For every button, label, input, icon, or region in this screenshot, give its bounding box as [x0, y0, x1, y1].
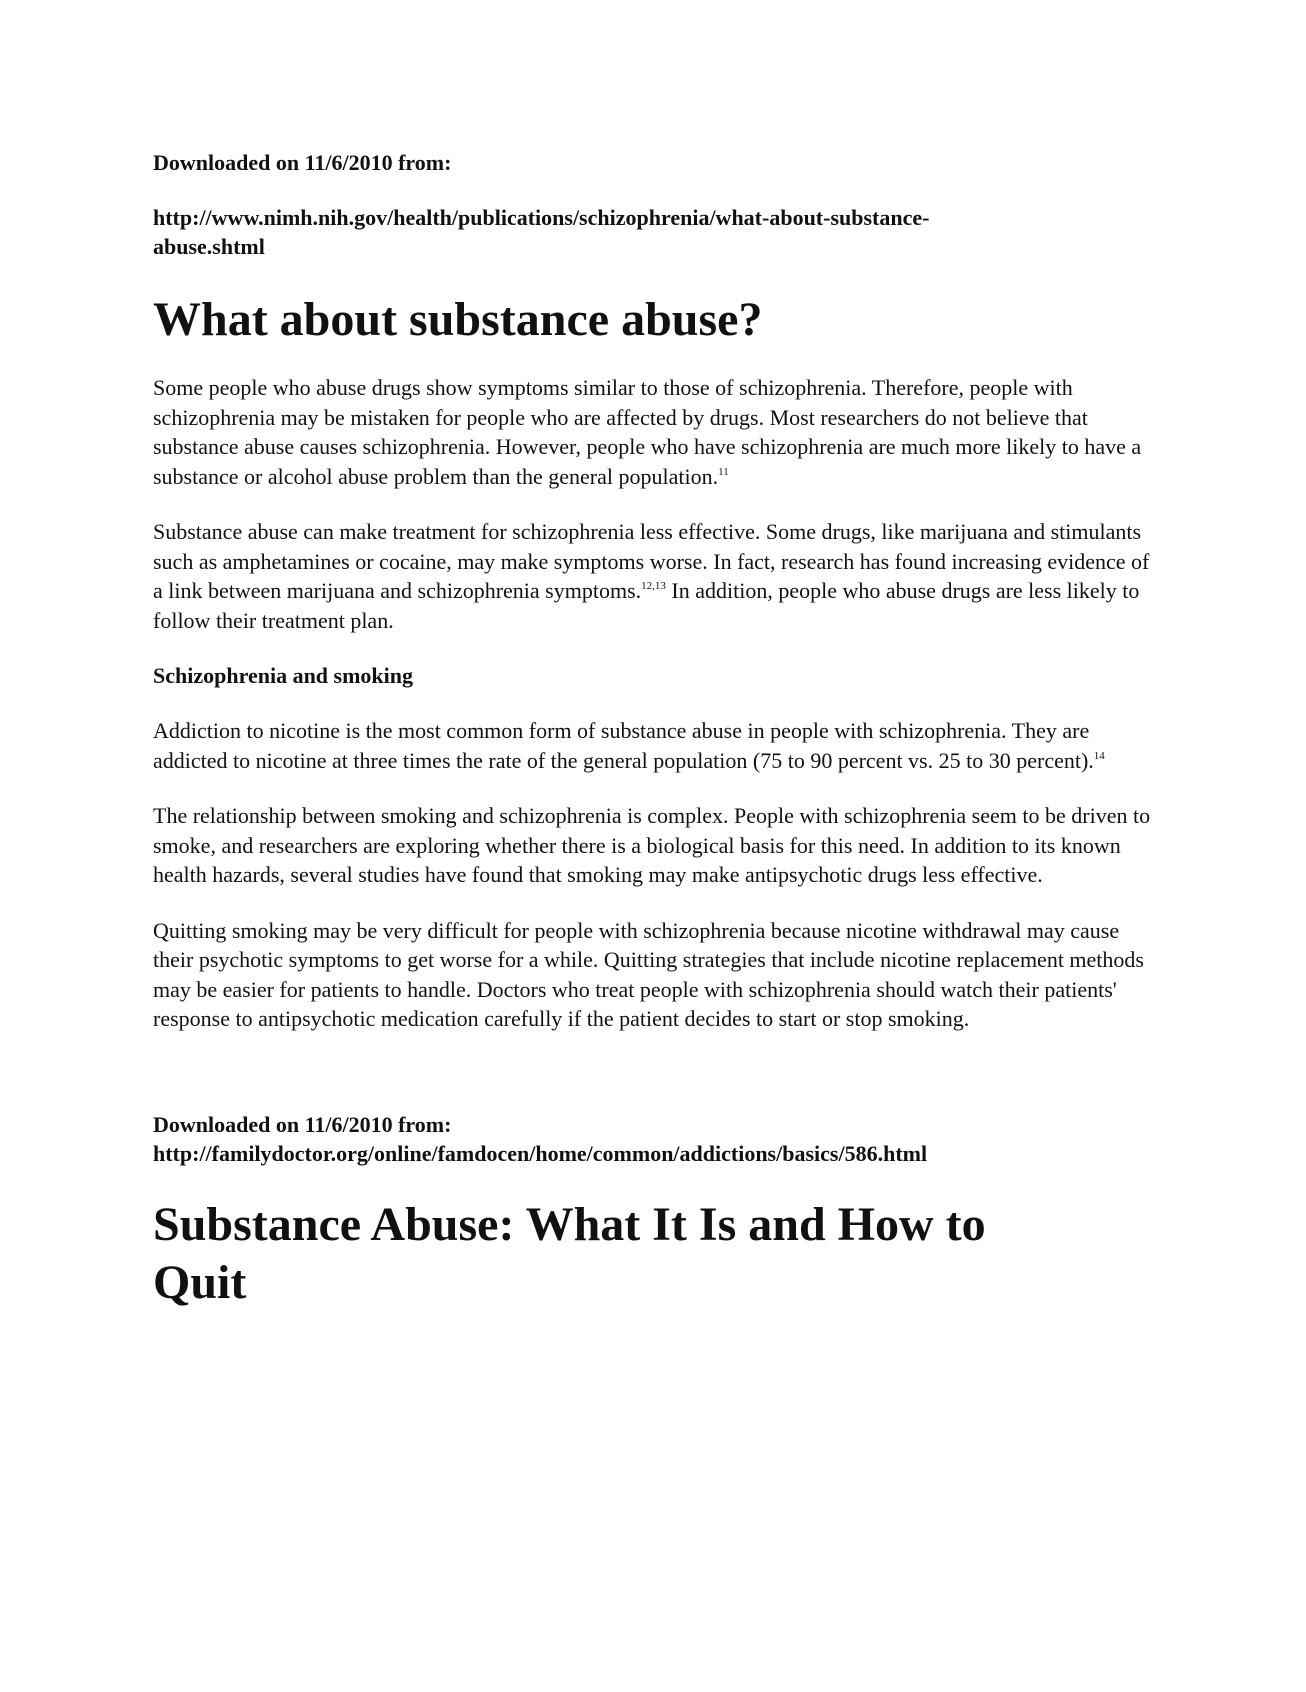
- source-url-1-line2: abuse.shtml: [153, 234, 265, 259]
- paragraph-2-text: Substance abuse can make treatment for schizophrenia less effective. Some drugs, like marijuana and stimulants such as amphetamines or cocaine, may make symptoms worse. In fact, research has found increasing evidence of a link between marijuana and schizophrenia symptoms.: [153, 519, 1150, 603]
- paragraph-2: [153, 517, 1153, 635]
- document-page: [153, 148, 1153, 1312]
- paragraph-1: [153, 373, 1153, 491]
- paragraph-5: Quitting smoking may be very difficult for people with schizophrenia because nicotine withdrawal may cause their psychotic symptoms to get worse for a while. Quitting strategies that include nicotine replacement methods may be easier for patients to handle. Doctors who treat people with schizophrenia should watch their patients' response to antipsychotic medication carefully if the patient decides to start or stop smoking.: [153, 917, 1144, 1031]
- footnote-ref-12-13: 12,13: [641, 580, 666, 592]
- source-url-2: http://familydoctor.org/online/famdocen/home/common/addictions/basics/586.html: [153, 1140, 928, 1166]
- source-url-1-line1: http://www.nimh.nih.gov/health/publications/schizophrenia/what-about-substance-: [153, 205, 930, 230]
- paragraph-2-tail: In addition, people who abuse drugs are less likely to follow their treatment plan.: [153, 578, 1140, 633]
- subheading-smoking: Schizophrenia and smoking: [153, 663, 414, 688]
- source-downloaded-1: Downloaded on 11/6/2010 from:: [153, 150, 452, 175]
- paragraph-4: The relationship between smoking and schizophrenia is complex. People with schizophrenia seem to be driven to smoke, and researchers are exploring whether there is a biological basis for this need. In addition to its known health hazards, several studies have found that smoking may make antipsychotic drugs less effective.: [153, 803, 1151, 887]
- article-title-1: What about substance abuse?: [153, 293, 763, 346]
- source-downloaded-2: Downloaded on 11/6/2010 from:: [153, 1111, 452, 1137]
- paragraph-3-text: Addiction to nicotine is the most common form of substance abuse in people with schizophrenia. They are addicted to nicotine at three times the rate of the general population (75 to 90 percent vs. 25 to 30 percent).: [153, 718, 1094, 773]
- article-title-2: Substance Abuse: What It Is and How to Quit: [153, 1197, 986, 1309]
- footnote-ref-14: 14: [1093, 749, 1105, 762]
- source-url-1: [153, 203, 1153, 261]
- footnote-ref-11: 11: [718, 465, 729, 478]
- paragraph-1-text: Some people who abuse drugs show symptoms similar to those of schizophrenia. Therefore, people with schizophrenia may be mistaken for people who are affected by drugs. Most researchers do not believe that substance abuse causes schizophrenia. However, people who have schizophrenia are much more likely to have a substance or alcohol abuse problem than the general population.: [153, 375, 1142, 489]
- paragraph-3: [153, 716, 1153, 775]
